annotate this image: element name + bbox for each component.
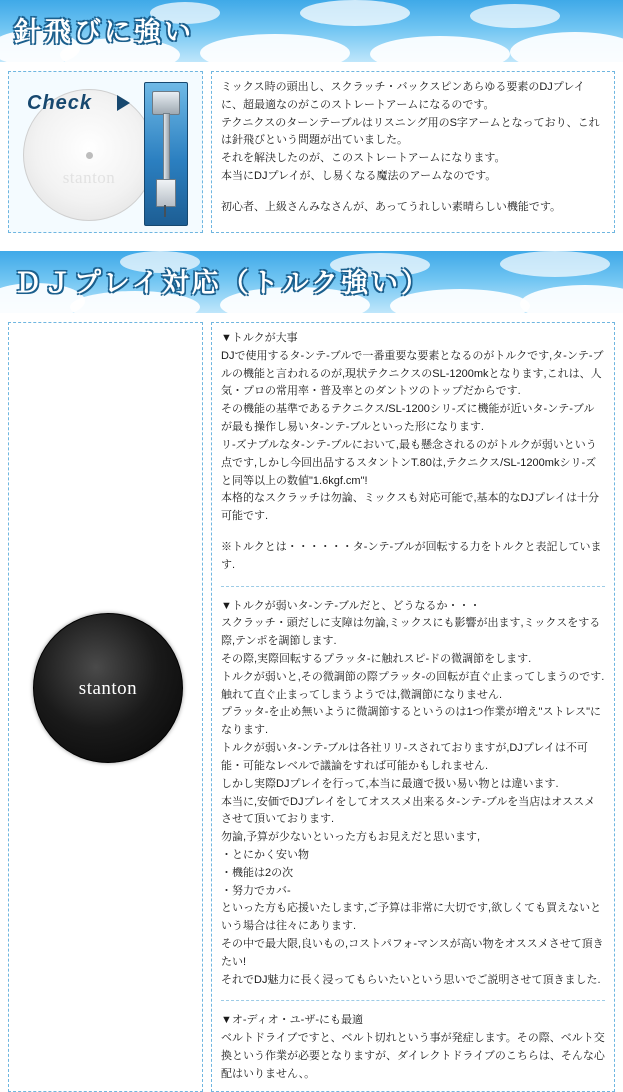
divider [221, 1000, 605, 1001]
block-paragraph: トルクが弱いタ-ンテ-ブルは各社リリ-スされておりますが,DJプレイは不可能・可能なレベルで議論をすれば可能かもしれません. [221, 742, 588, 772]
cloud-shape [300, 0, 410, 26]
block-heading: ▼トルクが大事 [221, 332, 298, 344]
spindle-icon [86, 152, 93, 159]
section2-banner [0, 251, 623, 313]
block-paragraph: プラッタ-を止め無いように微調節するというのは1つ作業が増え"ストレス"になります. [221, 706, 602, 737]
block-paragraph: トルクが弱いと,その微調節の際プラッタ-の回転が直ぐ止まってしまうのです.触れて直ぐ止まってしまうようでは,微調節になりません. [221, 670, 605, 701]
straight-tonearm-illustration [144, 82, 188, 226]
section1-paragraph: ミックス時の頭出し、スクラッチ・バックスピンあらゆる要素のDJプレイに、超最適なのがこのストレートアームになるのです。 [221, 81, 585, 111]
platter-brand-label: stanton [78, 678, 138, 699]
cloud-shape [470, 4, 560, 28]
cloud-shape [370, 36, 510, 62]
tonearm-base-icon [152, 91, 180, 115]
block-paragraph: ベルトドライブですと、ベルト切れという事が発症します。その際、ベルト交換という作業が必要となりますが、ダイレクトドライブのこちらは、そんな心配はいりません、。 [221, 1032, 605, 1080]
cloud-shape [520, 285, 623, 313]
section1-banner [0, 0, 623, 62]
check-label: Check [27, 92, 93, 114]
list-item: ・機能は2の次 [221, 866, 294, 879]
cloud-shape [500, 251, 610, 277]
section1-title: 針飛びに強い [14, 17, 194, 47]
record-platter-icon [33, 613, 183, 763]
cloud-shape [200, 34, 350, 62]
list-item: ・とにかく安い物 [221, 848, 309, 861]
block-paragraph: しかし実際DJプレイを行って,本当に最適で扱い易い物とは違います. [221, 777, 559, 790]
block-paragraph: その機能の基準であるテクニクス/SL-1200シリ-ズに機能が近いタ-ンテ-ブルが最も操作し易いタ-ンテ-ブルといった形になります. [221, 403, 595, 434]
block-paragraph: といった方も応援いたします,ご予算は非常に大切です,欲しくても買えないという場合は往々にあります. [221, 902, 602, 933]
section2-text [211, 322, 615, 1092]
block-heading: ▼オ-ディオ・ユ-ザ-にも最適 [221, 1014, 363, 1027]
cartridge-icon [156, 179, 176, 207]
block-paragraph: DJで使用するタ-ンテ-ブルで一番重要な要素となるのがトルクです,タ-ンテ-ブルの機能と言われるのが,現状テクニクスのSL-1200mkとなります,これは、人気・プロの常用率・普及率とのダントツのトップだからです. [221, 349, 604, 398]
turntable-brand-label: stanton [62, 168, 116, 187]
block-paragraph: それでDJ魅力に長く浸ってもらいたいという思いでご説明させて頂きました. [221, 973, 601, 986]
section1-paragraph: 初心者、上級さんみなさんが、あってうれしい素晴らしい機能です。 [221, 200, 562, 213]
block-paragraph: その中で最大限,良いもの,コストパフォ-マンスが高い物をオススメさせて頂きたい! [221, 938, 604, 968]
right-arrow-icon [117, 95, 130, 111]
block-paragraph: 本当に,安価でDJプレイをしてオススメ出来るタ-ンテ-ブルを当店はオススメさせて頂いております. [221, 795, 596, 826]
stylus-icon [164, 205, 166, 217]
section2-image [8, 322, 203, 1092]
section1-content [8, 71, 615, 233]
cloud-shape [510, 32, 623, 62]
block-note: ※トルクとは・・・・・・タ-ンテ-ブルが回転する力をトルクと表記しています. [221, 540, 602, 571]
section1-image [8, 71, 203, 233]
section2-content [8, 322, 615, 1092]
block-paragraph: その際,実際回転するプラッタ-に触れスピ-ドの微調節をします. [221, 653, 532, 665]
section1-paragraph: 本当にDJプレイが、し易くなる魔法のアームなのです。 [221, 170, 497, 183]
section1-paragraph: それを解決したのが、このストレートアームになります。 [221, 152, 506, 165]
divider [221, 586, 605, 587]
tonearm-tube-icon [163, 113, 170, 181]
section2-title: ＤＪプレイ対応（トルク強い） [14, 268, 432, 298]
list-item: ・努力でカバ- [221, 884, 291, 897]
block-heading: ▼トルクが弱いタ-ンテ-ブルだと、どうなるか・・・ [221, 599, 481, 612]
block-paragraph: 勿論,予算が少ないといった方もお見えだと思います, [221, 831, 481, 844]
section1-paragraph: テクニクスのターンテーブルはリスニング用のS字アームとなっており、これは針飛びという問題が出ていました。 [221, 116, 600, 147]
block-paragraph: リ-ズナブルなタ-ンテ-ブルにおいて,最も懸念されるのがトルクが弱いという点です,しかし今回出品するスタントンT.80は,テクニクス/SL-1200mkシリ-ズと同等以上の数値"1.6kgf.cm"! [221, 438, 597, 487]
block-paragraph: 本格的なスクラッチは勿論、ミックスも対応可能で,基本的なDJプレイは十分可能です. [221, 492, 599, 523]
section1-text [211, 71, 615, 233]
block-paragraph: スクラッチ・頭だしに支障は勿論,ミックスにも影響が出ます,ミックスをする際,テンポを調節します. [221, 617, 601, 648]
